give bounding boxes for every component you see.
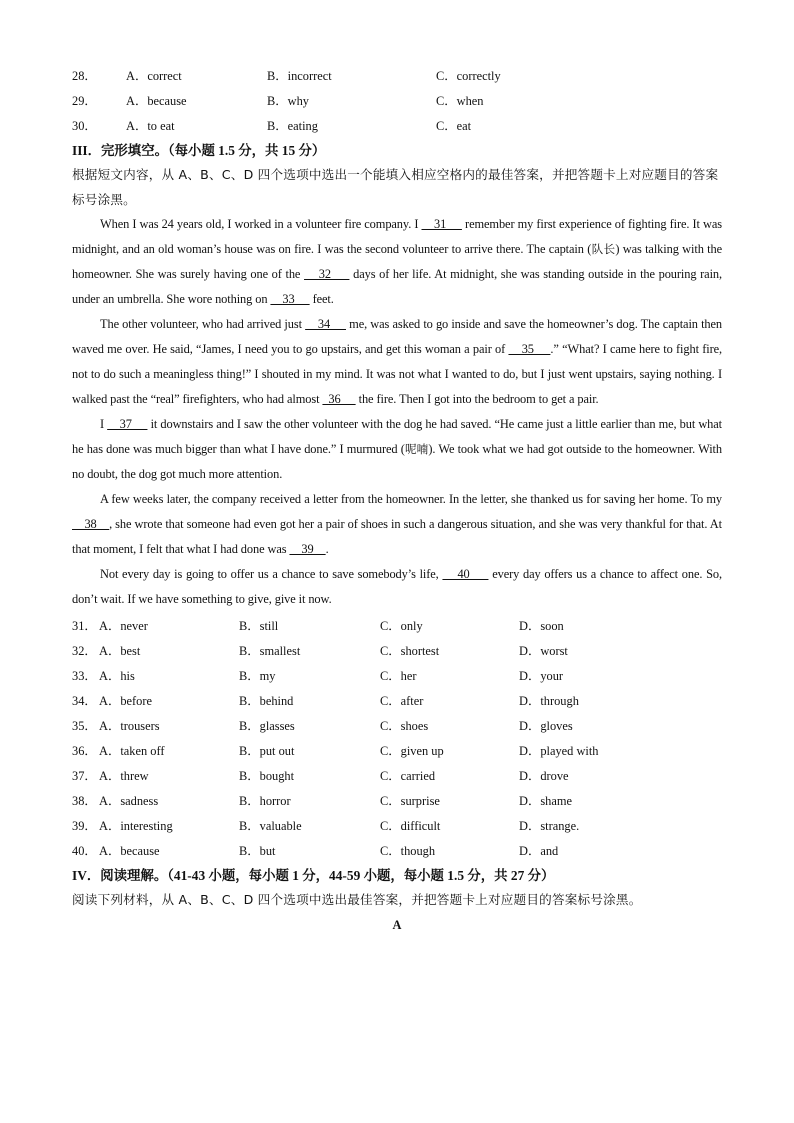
option-row-36	[72, 737, 722, 762]
option-row-32	[72, 637, 722, 662]
option-row-31	[72, 612, 722, 637]
option-c: C．correctly	[436, 68, 501, 83]
passage-paragraph-3	[72, 412, 722, 487]
passage-text: remember my first experience of fighting fire. It was midnight, and an old woman’s house was on fire. I was the second volunteer to arrive there. The captain (	[72, 217, 722, 256]
section-4-instruction: 阅读下列材料，从 A、B、C、D 四个选项中选出最佳答案，并把答题卡上对应题目的答案标号涂黑。	[72, 892, 642, 907]
cloze-options	[72, 612, 722, 862]
blank-38: 38	[72, 517, 110, 531]
option-a: A．because	[99, 843, 160, 858]
question-number: 36．	[72, 743, 97, 758]
option-b: B．horror	[239, 793, 291, 808]
option-a: A．threw	[99, 768, 149, 783]
passage-text: every day offers us a chance to affect one. So, don’t wait. If we have something to give, give it now.	[72, 567, 722, 606]
question-number: 38．	[72, 793, 97, 808]
passage-paragraph-5	[72, 562, 722, 612]
option-a: A．before	[99, 693, 152, 708]
question-number: 32．	[72, 643, 97, 658]
option-row-39	[72, 812, 722, 837]
option-c: C．eat	[436, 118, 472, 133]
passage-paragraph-4	[72, 487, 722, 562]
option-b: B．bought	[239, 768, 295, 783]
option-a: A．best	[99, 643, 141, 658]
option-row-29	[72, 87, 722, 112]
blank-37: 37	[107, 417, 148, 431]
question-number: 33．	[72, 668, 97, 683]
question-number: 39．	[72, 818, 97, 833]
option-row-40	[72, 837, 722, 862]
passage-text: , she wrote that someone had even got her a pair of shoes in such a dangerous situation, and she was very thankful for that. At that moment, I felt that what I had done was	[72, 517, 722, 556]
option-row-38	[72, 787, 722, 812]
option-c: C．surprise	[380, 793, 440, 808]
option-d: D．played with	[519, 743, 599, 758]
option-a: A．never	[99, 618, 148, 633]
option-c: C．shoes	[380, 718, 429, 733]
option-d: D．gloves	[519, 718, 573, 733]
option-c: C．when	[436, 93, 484, 108]
section-3-instruction: 根据短文内容，从 A、B、C、D 四个选项中选出一个能填入相应空格内的最佳答案，并把答题卡上对应题目的答案标号涂黑。	[72, 167, 719, 207]
option-c: C．shortest	[380, 643, 440, 658]
question-number: 35．	[72, 718, 97, 733]
passage-text: .	[325, 542, 329, 556]
option-b: B．behind	[239, 693, 294, 708]
top-options	[72, 62, 722, 137]
option-a: A．because	[126, 93, 187, 108]
question-number: 37．	[72, 768, 97, 783]
option-c: C．difficult	[380, 818, 441, 833]
option-row-35	[72, 712, 722, 737]
section-4-heading: IV．阅读理解。（41-43 小题，每小题 1 分，44-59 小题，每小题 1.5 分，共 27 分）	[72, 868, 555, 883]
passage-paragraph-2	[72, 312, 722, 412]
option-c: C．only	[380, 618, 423, 633]
option-b: B．my	[239, 668, 276, 683]
passage-text: ) was talking with the homeowner. She was surely having one of the	[72, 242, 722, 281]
option-a: A．taken off	[99, 743, 165, 758]
passage-text: A few weeks later, the company received a letter from the homeowner. In the letter, she thanked us for saving her home. To my	[100, 492, 722, 506]
cloze-passage	[72, 212, 722, 612]
option-b: B．still	[239, 618, 279, 633]
question-number: 29．	[72, 93, 97, 108]
option-a: A．his	[99, 668, 135, 683]
option-d: D．worst	[519, 643, 568, 658]
passage-text: Not every day is going to offer us a chance to save somebody’s life,	[100, 567, 443, 581]
question-number: 28．	[72, 68, 97, 83]
passage-text: I	[100, 417, 108, 431]
option-row-30	[72, 112, 722, 137]
option-c: C．after	[380, 693, 424, 708]
option-b: B．eating	[267, 118, 318, 133]
option-b: B．incorrect	[267, 68, 332, 83]
passage-gloss: 呢喃	[404, 442, 429, 456]
passage-gloss: 队长	[591, 242, 616, 256]
passage-text: .” “What? I came here to fight fire, not to do such a meaningless thing!” I shouted in my mind. It was not what I wanted to do, but I just went upstairs, saying nothing. I walked past the “real” firefighters, who had almost	[72, 342, 723, 406]
passage-text: ). We took what we had got outside to the homeowner. With no doubt, the dog got much more attention.	[72, 442, 722, 481]
passage-text: it downstairs and I saw the other volunteer with the dog he had saved. “He came just a little earlier than me, but what he has done was much bigger than what I have done.” I murmured (	[72, 417, 723, 456]
option-row-34	[72, 687, 722, 712]
option-d: D．your	[519, 668, 564, 683]
option-c: C．carried	[380, 768, 436, 783]
question-number: 31．	[72, 618, 97, 633]
option-c: C．though	[380, 843, 436, 858]
option-b: B．glasses	[239, 718, 295, 733]
option-d: D．through	[519, 693, 579, 708]
option-row-28	[72, 62, 722, 87]
section-3-heading: III．完形填空。（每小题 1.5 分，共 15 分）	[72, 143, 326, 158]
option-a: A．to eat	[126, 118, 175, 133]
option-c: C．given up	[380, 743, 444, 758]
option-a: A．correct	[126, 68, 182, 83]
question-number: 30．	[72, 118, 97, 133]
blank-40: 40	[442, 567, 489, 581]
option-b: B．valuable	[239, 818, 302, 833]
blank-36: 36	[322, 392, 356, 406]
passage-text: me, was asked to go inside and save the homeowner’s dog. The captain then waved me over. He said, “James, I need you to go upstairs, and get this woman a pair of	[72, 317, 722, 356]
option-d: D．soon	[519, 618, 564, 633]
option-b: B．why	[267, 93, 309, 108]
exam-page	[72, 62, 722, 938]
blank-31: 31	[421, 217, 462, 231]
passage-paragraph-1	[72, 212, 722, 312]
option-b: B．put out	[239, 743, 295, 758]
passage-text: the fire. Then I got into the bedroom to get a pair.	[355, 392, 599, 406]
option-d: D．strange.	[519, 818, 580, 833]
blank-33: 33	[270, 292, 310, 306]
option-c: C．her	[380, 668, 417, 683]
option-b: B．but	[239, 843, 276, 858]
option-d: D．drove	[519, 768, 569, 783]
passage-text: days of her life. At midnight, she was standing outside in the pouring rain, under an umbrella. She wore nothing on	[72, 267, 723, 306]
passage-text: feet.	[309, 292, 334, 306]
option-d: D．shame	[519, 793, 572, 808]
option-a: A．sadness	[99, 793, 159, 808]
question-number: 40．	[72, 843, 97, 858]
blank-39: 39	[289, 542, 326, 556]
blank-35: 35	[508, 342, 551, 356]
reading-part-label: A	[392, 918, 402, 932]
question-number: 34．	[72, 693, 97, 708]
option-row-37	[72, 762, 722, 787]
blank-34: 34	[305, 317, 346, 331]
option-a: A．interesting	[99, 818, 173, 833]
option-b: B．smallest	[239, 643, 301, 658]
passage-text: The other volunteer, who had arrived just	[100, 317, 306, 331]
passage-text: When I was 24 years old, I worked in a volunteer fire company. I	[100, 217, 422, 231]
option-row-33	[72, 662, 722, 687]
option-a: A．trousers	[99, 718, 160, 733]
blank-32: 32	[304, 267, 350, 281]
option-d: D．and	[519, 843, 559, 858]
